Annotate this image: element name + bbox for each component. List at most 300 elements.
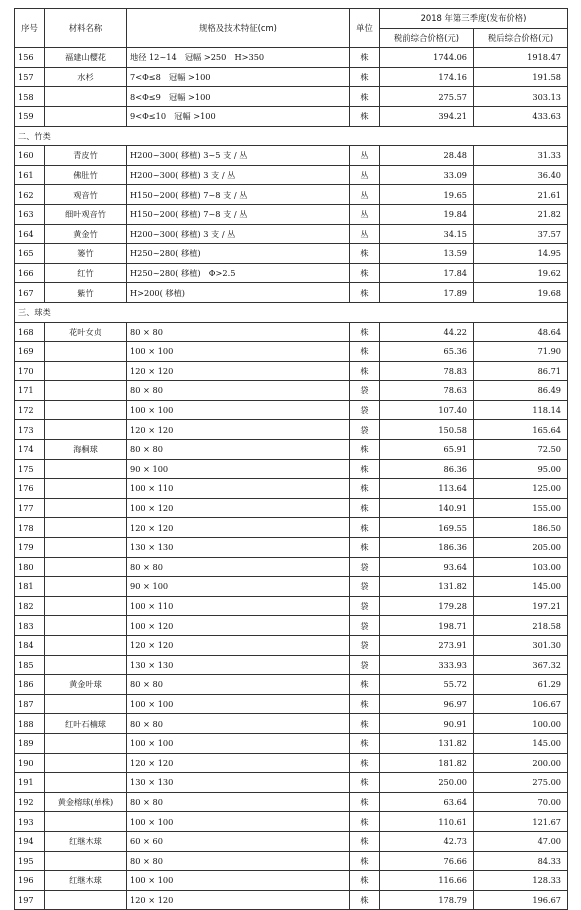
- cell-unit: 袋: [350, 596, 380, 616]
- cell-pre-tax-price: 110.61: [380, 812, 474, 832]
- cell-spec: H150~200( 移植) 7~8 支 / 丛: [127, 185, 350, 205]
- cell-unit: 株: [350, 518, 380, 538]
- cell-pre-tax-price: 198.71: [380, 616, 474, 636]
- cell-pre-tax-price: 86.36: [380, 459, 474, 479]
- table-row: [15, 675, 568, 695]
- cell-no: 156: [15, 48, 45, 68]
- cell-spec: 120 × 120: [127, 753, 350, 773]
- cell-pre-tax-price: 140.91: [380, 498, 474, 518]
- cell-post-tax-price: 95.00: [474, 459, 568, 479]
- cell-name: 篓竹: [45, 244, 127, 264]
- cell-post-tax-price: 61.29: [474, 675, 568, 695]
- cell-no: 196: [15, 871, 45, 891]
- cell-pre-tax-price: 179.28: [380, 596, 474, 616]
- section-row: [15, 126, 568, 146]
- cell-name: 红继木球: [45, 831, 127, 851]
- cell-no: 184: [15, 636, 45, 656]
- cell-spec: 120 × 120: [127, 890, 350, 910]
- cell-name: 青皮竹: [45, 146, 127, 166]
- cell-name: 福建山樱花: [45, 48, 127, 68]
- cell-name: [45, 596, 127, 616]
- cell-name: [45, 890, 127, 910]
- cell-post-tax-price: 70.00: [474, 792, 568, 812]
- cell-name: 黄金竹: [45, 224, 127, 244]
- section-title: 三、球类: [15, 302, 568, 322]
- cell-spec: H200~300( 移植) 3~5 支 / 丛: [127, 146, 350, 166]
- table-row: [15, 636, 568, 656]
- cell-name: 花叶女贞: [45, 322, 127, 342]
- cell-name: 佛肚竹: [45, 165, 127, 185]
- cell-pre-tax-price: 76.66: [380, 851, 474, 871]
- table-row: [15, 381, 568, 401]
- cell-unit: 株: [350, 342, 380, 362]
- cell-unit: 丛: [350, 204, 380, 224]
- cell-unit: 株: [350, 792, 380, 812]
- cell-no: 173: [15, 420, 45, 440]
- cell-unit: 丛: [350, 185, 380, 205]
- price-table-page: [14, 8, 567, 910]
- cell-post-tax-price: 100.00: [474, 714, 568, 734]
- cell-pre-tax-price: 273.91: [380, 636, 474, 656]
- table-row: [15, 400, 568, 420]
- cell-pre-tax-price: 96.97: [380, 694, 474, 714]
- cell-pre-tax-price: 174.16: [380, 67, 474, 87]
- cell-spec: H>200( 移植): [127, 283, 350, 303]
- cell-name: [45, 557, 127, 577]
- cell-pre-tax-price: 186.36: [380, 538, 474, 558]
- cell-post-tax-price: 145.00: [474, 733, 568, 753]
- cell-spec: 80 × 80: [127, 851, 350, 871]
- cell-post-tax-price: 19.62: [474, 263, 568, 283]
- cell-pre-tax-price: 19.84: [380, 204, 474, 224]
- cell-name: [45, 577, 127, 597]
- cell-name: [45, 694, 127, 714]
- table-row: [15, 694, 568, 714]
- cell-unit: 株: [350, 538, 380, 558]
- header-period: 2018 年第三季度(发布价格): [380, 9, 568, 29]
- cell-name: [45, 420, 127, 440]
- cell-spec: 8<Φ≤9 冠幅 >100: [127, 87, 350, 107]
- cell-no: 158: [15, 87, 45, 107]
- table-row: [15, 48, 568, 68]
- cell-unit: 袋: [350, 577, 380, 597]
- cell-no: 187: [15, 694, 45, 714]
- table-row: [15, 185, 568, 205]
- cell-spec: H250~280( 移植): [127, 244, 350, 264]
- cell-unit: 袋: [350, 420, 380, 440]
- cell-post-tax-price: 303.13: [474, 87, 568, 107]
- cell-spec: 地径 12~14 冠幅 >250 H>350: [127, 48, 350, 68]
- table-row: [15, 244, 568, 264]
- cell-spec: 80 × 80: [127, 557, 350, 577]
- cell-spec: 80 × 80: [127, 440, 350, 460]
- cell-unit: 株: [350, 283, 380, 303]
- cell-spec: 100 × 100: [127, 694, 350, 714]
- cell-pre-tax-price: 78.63: [380, 381, 474, 401]
- table-row: [15, 557, 568, 577]
- cell-pre-tax-price: 394.21: [380, 106, 474, 126]
- cell-post-tax-price: 165.64: [474, 420, 568, 440]
- cell-spec: H150~200( 移植) 7~8 支 / 丛: [127, 204, 350, 224]
- cell-no: 197: [15, 890, 45, 910]
- cell-unit: 袋: [350, 400, 380, 420]
- cell-post-tax-price: 145.00: [474, 577, 568, 597]
- cell-unit: 袋: [350, 616, 380, 636]
- cell-name: [45, 400, 127, 420]
- cell-name: [45, 616, 127, 636]
- cell-pre-tax-price: 131.82: [380, 577, 474, 597]
- cell-post-tax-price: 84.33: [474, 851, 568, 871]
- cell-unit: 株: [350, 675, 380, 695]
- cell-unit: 株: [350, 67, 380, 87]
- cell-no: 194: [15, 831, 45, 851]
- cell-post-tax-price: 118.14: [474, 400, 568, 420]
- cell-name: [45, 361, 127, 381]
- header-name: 材料名称: [45, 9, 127, 48]
- cell-pre-tax-price: 42.73: [380, 831, 474, 851]
- cell-spec: 100 × 100: [127, 342, 350, 362]
- table-row: [15, 871, 568, 891]
- cell-post-tax-price: 14.95: [474, 244, 568, 264]
- price-table: [14, 8, 568, 910]
- cell-post-tax-price: 1918.47: [474, 48, 568, 68]
- table-body: [15, 48, 568, 910]
- cell-no: 190: [15, 753, 45, 773]
- cell-no: 162: [15, 185, 45, 205]
- cell-name: [45, 538, 127, 558]
- cell-unit: 株: [350, 871, 380, 891]
- cell-pre-tax-price: 63.64: [380, 792, 474, 812]
- cell-name: [45, 106, 127, 126]
- cell-no: 192: [15, 792, 45, 812]
- cell-no: 175: [15, 459, 45, 479]
- cell-spec: 100 × 120: [127, 498, 350, 518]
- cell-name: [45, 851, 127, 871]
- cell-unit: 株: [350, 773, 380, 793]
- cell-post-tax-price: 47.00: [474, 831, 568, 851]
- cell-post-tax-price: 31.33: [474, 146, 568, 166]
- cell-unit: 株: [350, 714, 380, 734]
- cell-unit: 丛: [350, 224, 380, 244]
- cell-spec: H250~280( 移植) Φ>2.5: [127, 263, 350, 283]
- cell-pre-tax-price: 116.66: [380, 871, 474, 891]
- table-row: [15, 812, 568, 832]
- cell-spec: 130 × 130: [127, 655, 350, 675]
- cell-no: 167: [15, 283, 45, 303]
- cell-unit: 丛: [350, 146, 380, 166]
- cell-no: 168: [15, 322, 45, 342]
- table-row: [15, 733, 568, 753]
- header-post-tax: 税后综合价格(元): [474, 28, 568, 48]
- cell-name: [45, 342, 127, 362]
- table-row: [15, 322, 568, 342]
- cell-unit: 袋: [350, 655, 380, 675]
- cell-post-tax-price: 186.50: [474, 518, 568, 538]
- table-row: [15, 596, 568, 616]
- cell-post-tax-price: 86.49: [474, 381, 568, 401]
- table-row: [15, 440, 568, 460]
- cell-spec: H200~300( 移植) 3 支 / 丛: [127, 165, 350, 185]
- cell-name: [45, 518, 127, 538]
- table-row: [15, 890, 568, 910]
- table-row: [15, 224, 568, 244]
- cell-pre-tax-price: 1744.06: [380, 48, 474, 68]
- table-header-row-1: [15, 9, 568, 29]
- cell-pre-tax-price: 34.15: [380, 224, 474, 244]
- cell-pre-tax-price: 131.82: [380, 733, 474, 753]
- cell-post-tax-price: 106.67: [474, 694, 568, 714]
- header-no: 序号: [15, 9, 45, 48]
- cell-post-tax-price: 200.00: [474, 753, 568, 773]
- cell-pre-tax-price: 44.22: [380, 322, 474, 342]
- cell-pre-tax-price: 90.91: [380, 714, 474, 734]
- table-row: [15, 792, 568, 812]
- cell-post-tax-price: 121.67: [474, 812, 568, 832]
- cell-spec: 120 × 120: [127, 636, 350, 656]
- table-row: [15, 146, 568, 166]
- cell-spec: 90 × 100: [127, 577, 350, 597]
- cell-pre-tax-price: 19.65: [380, 185, 474, 205]
- cell-post-tax-price: 125.00: [474, 479, 568, 499]
- cell-unit: 袋: [350, 381, 380, 401]
- cell-no: 157: [15, 67, 45, 87]
- cell-unit: 袋: [350, 557, 380, 577]
- cell-spec: 100 × 120: [127, 616, 350, 636]
- cell-pre-tax-price: 55.72: [380, 675, 474, 695]
- cell-spec: 80 × 80: [127, 792, 350, 812]
- cell-post-tax-price: 72.50: [474, 440, 568, 460]
- header-unit: 单位: [350, 9, 380, 48]
- cell-post-tax-price: 191.58: [474, 67, 568, 87]
- cell-spec: 120 × 120: [127, 420, 350, 440]
- cell-unit: 株: [350, 106, 380, 126]
- cell-name: [45, 812, 127, 832]
- cell-unit: 株: [350, 244, 380, 264]
- table-row: [15, 714, 568, 734]
- cell-unit: 株: [350, 361, 380, 381]
- cell-unit: 株: [350, 48, 380, 68]
- cell-no: 188: [15, 714, 45, 734]
- table-row: [15, 283, 568, 303]
- cell-spec: 80 × 80: [127, 675, 350, 695]
- cell-unit: 株: [350, 851, 380, 871]
- cell-no: 185: [15, 655, 45, 675]
- table-row: [15, 342, 568, 362]
- cell-no: 174: [15, 440, 45, 460]
- cell-post-tax-price: 19.68: [474, 283, 568, 303]
- cell-no: 165: [15, 244, 45, 264]
- cell-no: 178: [15, 518, 45, 538]
- cell-name: 水杉: [45, 67, 127, 87]
- cell-unit: 株: [350, 440, 380, 460]
- cell-name: 细叶观音竹: [45, 204, 127, 224]
- table-row: [15, 87, 568, 107]
- table-row: [15, 616, 568, 636]
- cell-no: 172: [15, 400, 45, 420]
- cell-post-tax-price: 218.58: [474, 616, 568, 636]
- cell-spec: 100 × 110: [127, 596, 350, 616]
- cell-post-tax-price: 48.64: [474, 322, 568, 342]
- cell-name: 红继木球: [45, 871, 127, 891]
- cell-name: [45, 479, 127, 499]
- cell-spec: 130 × 130: [127, 538, 350, 558]
- table-row: [15, 498, 568, 518]
- cell-name: 紫竹: [45, 283, 127, 303]
- cell-unit: 株: [350, 694, 380, 714]
- cell-pre-tax-price: 178.79: [380, 890, 474, 910]
- cell-name: [45, 87, 127, 107]
- cell-unit: 丛: [350, 165, 380, 185]
- table-row: [15, 67, 568, 87]
- cell-pre-tax-price: 28.48: [380, 146, 474, 166]
- cell-pre-tax-price: 150.58: [380, 420, 474, 440]
- cell-no: 193: [15, 812, 45, 832]
- cell-no: 161: [15, 165, 45, 185]
- cell-spec: H200~300( 移植) 3 支 / 丛: [127, 224, 350, 244]
- cell-no: 163: [15, 204, 45, 224]
- header-spec: 规格及技术特征(cm): [127, 9, 350, 48]
- cell-post-tax-price: 275.00: [474, 773, 568, 793]
- cell-name: 红叶石楠球: [45, 714, 127, 734]
- table-row: [15, 479, 568, 499]
- cell-unit: 袋: [350, 636, 380, 656]
- cell-no: 189: [15, 733, 45, 753]
- table-row: [15, 577, 568, 597]
- cell-pre-tax-price: 333.93: [380, 655, 474, 675]
- cell-post-tax-price: 155.00: [474, 498, 568, 518]
- cell-post-tax-price: 37.57: [474, 224, 568, 244]
- cell-post-tax-price: 36.40: [474, 165, 568, 185]
- cell-name: [45, 498, 127, 518]
- cell-spec: 80 × 80: [127, 322, 350, 342]
- cell-post-tax-price: 367.32: [474, 655, 568, 675]
- cell-post-tax-price: 21.61: [474, 185, 568, 205]
- cell-no: 169: [15, 342, 45, 362]
- cell-pre-tax-price: 65.36: [380, 342, 474, 362]
- cell-spec: 100 × 100: [127, 733, 350, 753]
- table-row: [15, 263, 568, 283]
- table-row: [15, 831, 568, 851]
- cell-pre-tax-price: 107.40: [380, 400, 474, 420]
- cell-name: 黄金叶球: [45, 675, 127, 695]
- cell-no: 171: [15, 381, 45, 401]
- table-row: [15, 459, 568, 479]
- cell-no: 181: [15, 577, 45, 597]
- cell-spec: 7<Φ≤8 冠幅 >100: [127, 67, 350, 87]
- cell-name: [45, 773, 127, 793]
- cell-name: 红竹: [45, 263, 127, 283]
- cell-unit: 株: [350, 322, 380, 342]
- cell-unit: 株: [350, 812, 380, 832]
- cell-spec: 130 × 130: [127, 773, 350, 793]
- cell-name: [45, 459, 127, 479]
- cell-unit: 株: [350, 831, 380, 851]
- cell-unit: 株: [350, 498, 380, 518]
- cell-post-tax-price: 128.33: [474, 871, 568, 891]
- cell-no: 180: [15, 557, 45, 577]
- cell-no: 170: [15, 361, 45, 381]
- cell-unit: 株: [350, 890, 380, 910]
- cell-name: [45, 655, 127, 675]
- cell-no: 195: [15, 851, 45, 871]
- cell-no: 164: [15, 224, 45, 244]
- cell-post-tax-price: 71.90: [474, 342, 568, 362]
- cell-no: 186: [15, 675, 45, 695]
- header-pre-tax: 税前综合价格(元): [380, 28, 474, 48]
- cell-unit: 株: [350, 733, 380, 753]
- cell-name: 黄金榕球(单株): [45, 792, 127, 812]
- table-row: [15, 851, 568, 871]
- table-row: [15, 655, 568, 675]
- cell-post-tax-price: 205.00: [474, 538, 568, 558]
- cell-name: [45, 381, 127, 401]
- cell-post-tax-price: 21.82: [474, 204, 568, 224]
- section-row: [15, 302, 568, 322]
- cell-spec: 9<Φ≤10 冠幅 >100: [127, 106, 350, 126]
- cell-post-tax-price: 196.67: [474, 890, 568, 910]
- cell-no: 159: [15, 106, 45, 126]
- cell-name: 海桐球: [45, 440, 127, 460]
- table-row: [15, 165, 568, 185]
- cell-pre-tax-price: 33.09: [380, 165, 474, 185]
- cell-name: [45, 753, 127, 773]
- cell-spec: 100 × 100: [127, 871, 350, 891]
- cell-no: 191: [15, 773, 45, 793]
- cell-pre-tax-price: 13.59: [380, 244, 474, 264]
- cell-spec: 100 × 100: [127, 400, 350, 420]
- cell-no: 160: [15, 146, 45, 166]
- cell-spec: 80 × 80: [127, 714, 350, 734]
- table-row: [15, 204, 568, 224]
- table-row: [15, 753, 568, 773]
- section-title: 二、竹类: [15, 126, 568, 146]
- cell-spec: 80 × 80: [127, 381, 350, 401]
- table-row: [15, 361, 568, 381]
- cell-unit: 株: [350, 753, 380, 773]
- cell-no: 176: [15, 479, 45, 499]
- cell-spec: 100 × 100: [127, 812, 350, 832]
- cell-post-tax-price: 86.71: [474, 361, 568, 381]
- table-row: [15, 420, 568, 440]
- cell-post-tax-price: 197.21: [474, 596, 568, 616]
- cell-name: 观音竹: [45, 185, 127, 205]
- cell-unit: 株: [350, 87, 380, 107]
- cell-name: [45, 636, 127, 656]
- cell-pre-tax-price: 78.83: [380, 361, 474, 381]
- cell-pre-tax-price: 17.84: [380, 263, 474, 283]
- cell-spec: 100 × 110: [127, 479, 350, 499]
- table-row: [15, 773, 568, 793]
- table-row: [15, 538, 568, 558]
- cell-pre-tax-price: 65.91: [380, 440, 474, 460]
- cell-spec: 120 × 120: [127, 361, 350, 381]
- cell-pre-tax-price: 113.64: [380, 479, 474, 499]
- cell-no: 183: [15, 616, 45, 636]
- table-row: [15, 106, 568, 126]
- cell-spec: 90 × 100: [127, 459, 350, 479]
- cell-spec: 120 × 120: [127, 518, 350, 538]
- cell-pre-tax-price: 250.00: [380, 773, 474, 793]
- cell-pre-tax-price: 275.57: [380, 87, 474, 107]
- cell-pre-tax-price: 93.64: [380, 557, 474, 577]
- cell-pre-tax-price: 17.89: [380, 283, 474, 303]
- cell-unit: 株: [350, 479, 380, 499]
- cell-unit: 株: [350, 263, 380, 283]
- cell-pre-tax-price: 169.55: [380, 518, 474, 538]
- cell-spec: 60 × 60: [127, 831, 350, 851]
- cell-unit: 株: [350, 459, 380, 479]
- cell-no: 177: [15, 498, 45, 518]
